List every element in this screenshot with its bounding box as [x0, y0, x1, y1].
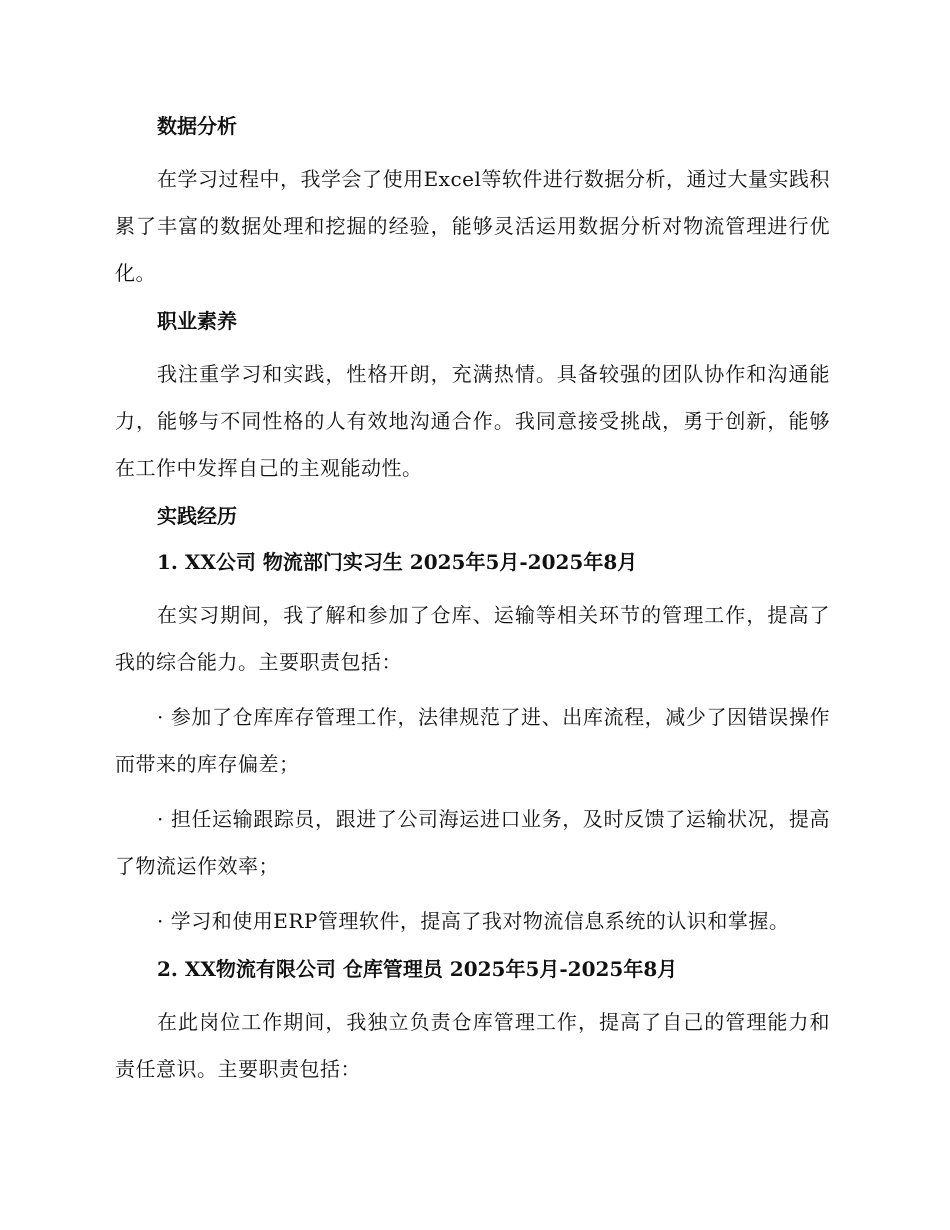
paragraph-professionalism: 我注重学习和实践，性格开朗，充满热情。具备较强的团队协作和沟通能力，能够与不同性格的人有效地沟通合作。我同意接受挑战，勇于创新，能够在工作中发挥自己的主观能动性。 — [115, 362, 830, 480]
job-duty-1-3: · 学习和使用ERP管理软件，提高了我对物流信息系统的认识和掌握。 — [157, 909, 790, 933]
job-intro-1: 在实习期间，我了解和参加了仓库、运输等相关环节的管理工作，提高了我的综合能力。主要职责包括： — [115, 603, 830, 674]
section-heading-professionalism: 职业素养 — [157, 309, 237, 333]
job-duty-1-2: · 担任运输跟踪员，跟进了公司海运进口业务，及时反馈了运输状况，提高了物流运作效率； — [115, 807, 830, 878]
section-heading-data-analysis: 数据分析 — [157, 114, 237, 138]
job-duty-1-1: · 参加了仓库库存管理工作，法律规范了进、出库流程，减少了因错误操作而带来的库存偏差； — [115, 705, 830, 776]
job-title-2: 2. XX物流有限公司 仓库管理员 2025年5月-2025年8月 — [157, 957, 678, 981]
job-intro-2: 在此岗位工作期间，我独立负责仓库管理工作，提高了自己的管理能力和责任意识。主要职责包括： — [115, 1010, 830, 1081]
job-title-1: 1. XX公司 物流部门实习生 2025年5月-2025年8月 — [157, 550, 638, 574]
document-content — [115, 110, 830, 1101]
section-heading-experience: 实践经历 — [157, 504, 237, 528]
paragraph-data-analysis: 在学习过程中，我学会了使用Excel等软件进行数据分析，通过大量实践积累了丰富的数据处理和挖掘的经验，能够灵活运用数据分析对物流管理进行优化。 — [115, 167, 830, 285]
